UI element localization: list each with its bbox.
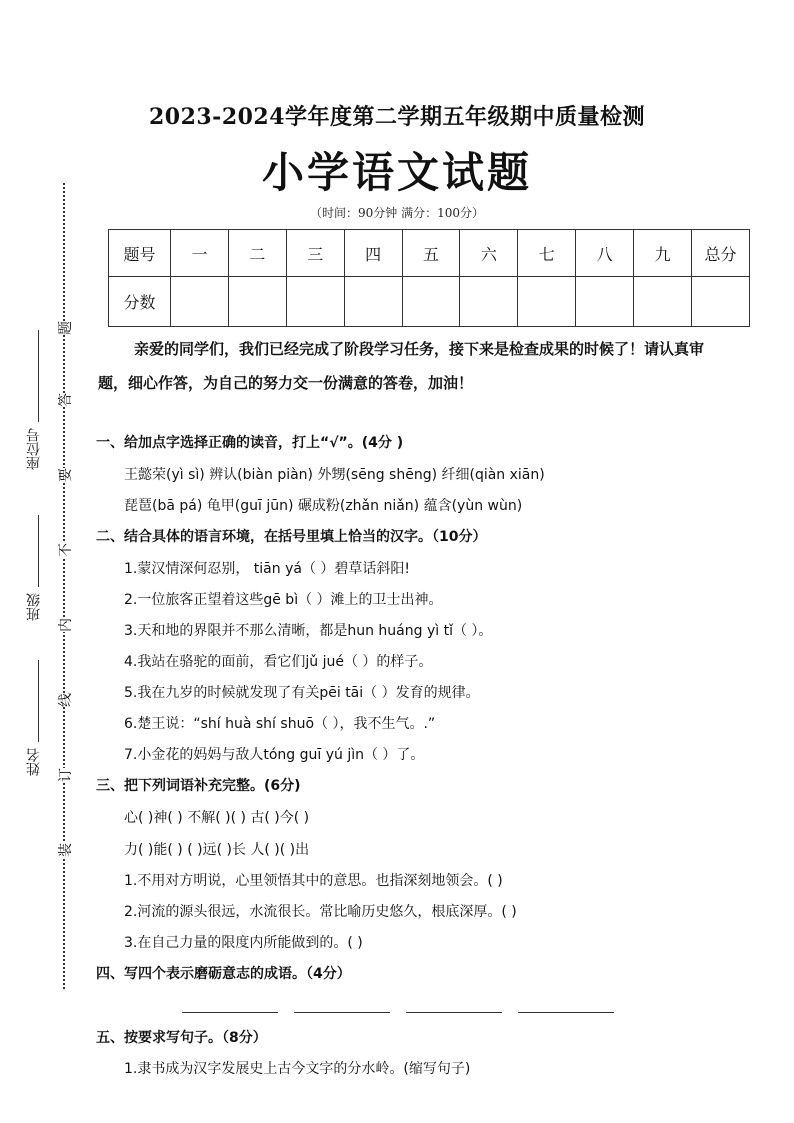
question-item: 2.河流的源头很远，水流很长。常比喻历史悠久，根底深厚。( ) xyxy=(124,904,517,920)
name-label: 姓名 xyxy=(26,748,42,776)
score-input-cell[interactable] xyxy=(576,277,634,327)
score-table xyxy=(108,229,750,327)
question-item: 3.在自己力量的限度内所能做到的。( ) xyxy=(124,935,363,951)
score-table-cell: 总分 xyxy=(692,230,750,277)
binding-word: 线 xyxy=(55,693,75,707)
score-input-cell[interactable] xyxy=(518,277,576,327)
score-table-cell: 七 xyxy=(518,230,576,277)
score-input-cell[interactable] xyxy=(286,277,344,327)
score-input-cell[interactable] xyxy=(460,277,518,327)
score-table-score-row xyxy=(109,277,750,327)
question-item: 7.小金花的妈妈与敌人tóng guī yú jìn（ ）了。 xyxy=(124,747,425,763)
score-input-cell[interactable] xyxy=(228,277,286,327)
answer-blank[interactable] xyxy=(182,998,278,1017)
score-input-cell[interactable] xyxy=(344,277,402,327)
score-table-cell: 三 xyxy=(286,230,344,277)
answer-blank[interactable] xyxy=(518,998,614,1017)
seat-number-blank[interactable] xyxy=(38,330,39,422)
section-2-title: 二、结合具体的语言环境，在括号里填上恰当的汉字。（10分） xyxy=(96,529,487,545)
score-input-cell[interactable] xyxy=(171,277,229,327)
section-1-title: 一、给加点字选择正确的读音，打上“√”。(4分 ) xyxy=(96,435,404,451)
section-4-title: 四、写四个表示磨砺意志的成语。（4分） xyxy=(96,966,351,982)
score-table-cell: 题号 xyxy=(109,230,171,277)
score-input-cell[interactable] xyxy=(402,277,460,327)
idiom-fill-row: 力( )能( ) ( )远( )长 人( )( )出 xyxy=(124,842,310,858)
question-item: 1.隶书成为汉字发展史上古今文字的分水岭。(缩写句子) xyxy=(124,1061,471,1077)
question-item: 1.蒙汉情深何忍别， tiān yá（ ）碧草话斜阳! xyxy=(124,561,411,577)
question-item: 4.我站在骆驼的面前，看它们jǔ jué（ ）的样子。 xyxy=(124,654,433,670)
binding-word: 订 xyxy=(55,768,75,782)
exam-time-info: （时间：90分钟 满分：100分） xyxy=(310,206,484,220)
answer-blank[interactable] xyxy=(294,998,390,1017)
answer-blank[interactable] xyxy=(406,998,502,1017)
score-input-cell[interactable] xyxy=(692,277,750,327)
exam-subtitle: 2023-2024学年度第二学期五年级期中质量检测 xyxy=(148,104,646,130)
score-table-cell: 四 xyxy=(344,230,402,277)
score-table-cell: 九 xyxy=(634,230,692,277)
question-item: 1.不用对方明说，心里领悟其中的意思。也指深刻地领会。( ) xyxy=(124,873,503,889)
section-1-line: 琵琶(bā pá) 龟甲(guī jūn) 碾成粉(zhǎn niǎn) 蕴含(yùn wùn) xyxy=(124,498,523,514)
score-table-cell: 一 xyxy=(171,230,229,277)
binding-word: 答 xyxy=(55,393,75,407)
score-table-header-row xyxy=(109,230,750,277)
binding-word: 装 xyxy=(55,843,75,857)
binding-word: 题 xyxy=(55,321,75,335)
score-table-cell: 二 xyxy=(228,230,286,277)
binding-word: 内 xyxy=(55,618,75,632)
class-blank[interactable] xyxy=(38,515,39,587)
binding-dotted-line xyxy=(63,183,65,989)
section-1-line: 王懿荣(yì sì) 辨认(biàn piàn) 外甥(sēng shēng) 纤细(qiàn xiān) xyxy=(124,467,545,483)
idiom-fill-row: 心( )神( ) 不解( )( ) 古( )今( ) xyxy=(124,810,310,826)
question-item: 2.一位旅客正望着这些gē bì（ ）滩上的卫士出神。 xyxy=(124,592,443,608)
binding-word: 要 xyxy=(55,468,75,482)
page-title: 小学语文试题 xyxy=(261,148,532,197)
intro-paragraph: 亲爱的同学们，我们已经完成了阶段学习任务，接下来是检查成果的时候了！请认真审题，细心作答，为自己的努力交一份满意的答卷，加油！ xyxy=(98,340,705,392)
question-item: 5.我在九岁的时候就发现了有关pēi tāi（ ）发育的规律。 xyxy=(124,685,480,701)
score-table-cell: 六 xyxy=(460,230,518,277)
score-table-cell: 五 xyxy=(402,230,460,277)
seat-number-label: 座位号 xyxy=(26,428,42,470)
question-item: 3.天和地的界限并不那么清晰，都是hun huáng yì tǐ（ ）。 xyxy=(124,623,493,639)
section-5-title: 五、按要求写句子。（8分） xyxy=(96,1030,267,1046)
binding-word: 不 xyxy=(55,543,75,557)
section-3-title: 三、把下列词语补充完整。(6分) xyxy=(96,778,301,794)
question-item: 6.楚王说：“shí huà shí shuō（ ），我不生气。.” xyxy=(124,716,436,732)
name-blank[interactable] xyxy=(38,660,39,742)
score-input-cell[interactable] xyxy=(634,277,692,327)
score-table-cell: 分数 xyxy=(109,277,171,327)
class-label: 班级 xyxy=(26,593,42,621)
score-table-cell: 八 xyxy=(576,230,634,277)
